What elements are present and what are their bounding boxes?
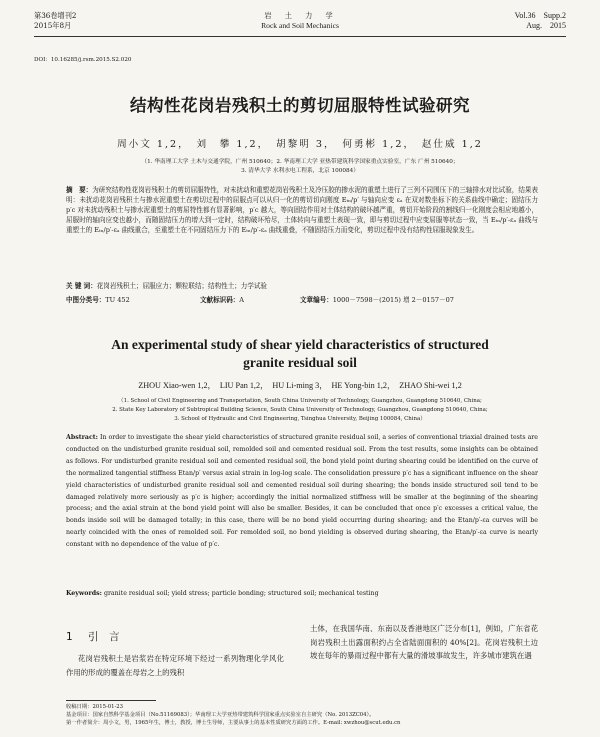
- en-keywords-label: Keywords:: [66, 590, 102, 597]
- cn-keywords: [66, 281, 538, 291]
- en-keywords: [66, 588, 538, 600]
- body-column-right: 土体，在我国华南、东南以及香港地区广泛分布[1]，例如，广东省花岗岩残积土出露面积约占全省陆面面积的 40%[2]。花岗岩残积土边坡在每年的暴雨过程中都有大量的滑坡事故发生，许多城市建筑在遇: [310, 624, 538, 661]
- footnote-received: 收稿日期：2015-01-23: [66, 704, 124, 710]
- en-title-line2: granite residual soil: [243, 355, 357, 370]
- article-number-label: 文章编号：: [300, 296, 333, 304]
- en-abstract-label: Abstract:: [66, 434, 98, 441]
- doi: DOI：10.16285/j.rsm.2015.S2.020: [34, 57, 132, 63]
- document-code-value: A: [239, 296, 245, 304]
- section-title: 引 言: [88, 631, 120, 643]
- cn-abstract: [66, 185, 538, 278]
- footnote-fund: 基金项目：国家自然科学基金项目（No.51169083）；华南理工大学亚热带建筑科学国家重点实验室自主研究（No. 2013ZC04）。: [66, 712, 375, 718]
- clc-label: 中图分类号：: [66, 296, 106, 304]
- header-volume-en: Vol.36 Supp.2: [514, 11, 566, 20]
- en-abstract-text: In order to investigate the shear yield characteristics of structured granite residual soil, a series of conventional triaxial drained tests are conducted on the undisturbed granite residual soil, remolded soil and cemented residual soil. From the test results, some insights can be obtained as follows. For undisturbed granite residual soil and cemented residual soil, the bond yield point during shearing could be identified on the curve of the normalized tangential stiffness Etan/p′ versus axial strain in log-log scale. The consolidation pressure p′c has a significant influence on the shear yield characteristics of undisturbed granite residual soil and cemented residual soil during shearing; the bonds inside structured soil tend to be damaged relatively more seriously as p′c is higher; accordingly the initial normalized stiffness will be smaller at the beginning of the shearing process; and the axial strain at the bond yield point will also be smaller. Besides, it can be concluded that once p′c excesses a critical value, the bonds inside soil will be damaged totally; in this case, there will be no bond yield occurring during shearing; and the Etan/p′-εa curves will be nearly coincided with the ones of remolded soil. For remolded soil, no bond yielding is observed during shearing, the Etan/p′-εa curve is nearly constant with no dependence of the value of p′c.: [66, 434, 538, 549]
- en-affiliation-line: 2. State Key Laboratory of Subtropical Building Science, South China University of Technology, Guangzhou, Guangdong 510640, China;: [112, 407, 488, 413]
- header-date-en: Aug. 2015: [526, 21, 566, 30]
- section-heading: [66, 629, 120, 644]
- cn-article-number: [300, 295, 454, 305]
- body-column-left: 花岗岩残积土是岩浆岩在特定环境下经过一系列物理化学风化作用的形成的覆盖在母岩之上的残积: [66, 654, 284, 677]
- en-abstract: [66, 432, 538, 585]
- cn-abstract-text: 为研究结构性花岗岩残积土的剪切屈服特性，对未扰动和重塑花岗岩残积土及冷压胶的掺水泥的重塑土进行了三列不同围压下的三轴排水对比试验，结果表明：未扰动花岗岩残积土与掺水泥重塑土在剪切过程中的屈服点可以从归一化的剪切切向刚度 Eₜₙ/p′ 与轴向应变 εₐ 在双对数坐标下的关系曲线中确定；固结压力 p′c 对未扰动残积土与掺水泥重塑土的剪屈特性都有显著影响，p′c 越大，等向固结作用对土体结构的破坏越严重，剪切开始阶段的割线归一化刚度会相应地越小，屈服时的轴向应变也越小，而随固结压力的增大到一定时，结构破坏殆尽，土体转向与重塑土表现一致，即与剪切过程中应变屈服等状态一致，当 Eₜₙ/p′-εₐ 曲线与重塑土的 Eₜₙ/p′-εₐ 曲线重合，至重塑土在不同固结压力下的 Eₜₙ/p′-εₐ 曲线重叠，不随固结压力而变化，剪切过程中没有结构性屈服现象发生。: [66, 186, 538, 235]
- en-keywords-text: granite residual soil; yield stress; particle bonding; structured soil; mechanical testing: [101, 590, 379, 597]
- en-title-line1: An experimental study of shear yield characteristics of structured: [111, 337, 489, 352]
- cn-document-code: [200, 295, 244, 305]
- cn-title: 结构性花岗岩残积土的剪切屈服特性试验研究: [130, 96, 470, 115]
- en-authors: ZHOU Xiao-wen 1,2， LIU Pan 1,2， HU Li-ming 3， HE Yong-bin 1,2， ZHAO Shi-wei 1,2: [138, 381, 462, 390]
- article-number-value: 1000－7598－(2015) 增 2－0157－07: [332, 296, 454, 304]
- header-date: 2015年8月: [34, 21, 72, 30]
- journal-name-cn: 岩 土 力 学: [264, 11, 336, 20]
- cn-clc: [66, 295, 130, 305]
- section-number: 1: [66, 631, 73, 643]
- clc-value: TU 452: [105, 296, 130, 304]
- footnote-rule: [66, 700, 156, 701]
- cn-affiliation-line: （1. 华南理工大学 土木与交通学院，广州 510640；2. 华南理工大学 亚热带建筑科学国家重点实验室，广东 广州 510640；: [141, 159, 459, 165]
- cn-keywords-label: 关 键 词：: [66, 282, 97, 290]
- en-affiliation-line: （1. School of Civil Engineering and Transportation, South China University of Technology, Guangzhou, Guangdong 510640, China;: [118, 398, 482, 404]
- en-affiliation-line: 3. School of Hydraulic and Civil Engineering, Tsinghua University, Beijing 100084, China）: [174, 416, 426, 422]
- cn-abstract-label: 摘 要：: [66, 186, 93, 194]
- cn-authors: 周小文 1,2， 刘 攀 1,2， 胡黎明 3， 何勇彬 1,2， 赵仕威 1,2: [117, 139, 483, 150]
- footnote-author: 第一作者简介：周小文，男，1965年生，博士，教授，博士生导师，主要从事土的基本性质研究方面的工作。E-mail: xwzhou@scut.edu.cn: [66, 720, 401, 726]
- journal-name-en: Rock and Soil Mechanics: [261, 21, 339, 30]
- header-volume: 第36卷增刊2: [34, 11, 77, 20]
- cn-keywords-text: 花岗岩残积土；屈服应力；颗粒联结；结构性土；力学试验: [96, 282, 267, 290]
- cn-affiliation-line: 3. 清华大学 水利水电工程系，北京 100084）: [241, 168, 359, 174]
- document-code-label: 文献标识码：: [200, 296, 240, 304]
- header-rule: [34, 36, 566, 37]
